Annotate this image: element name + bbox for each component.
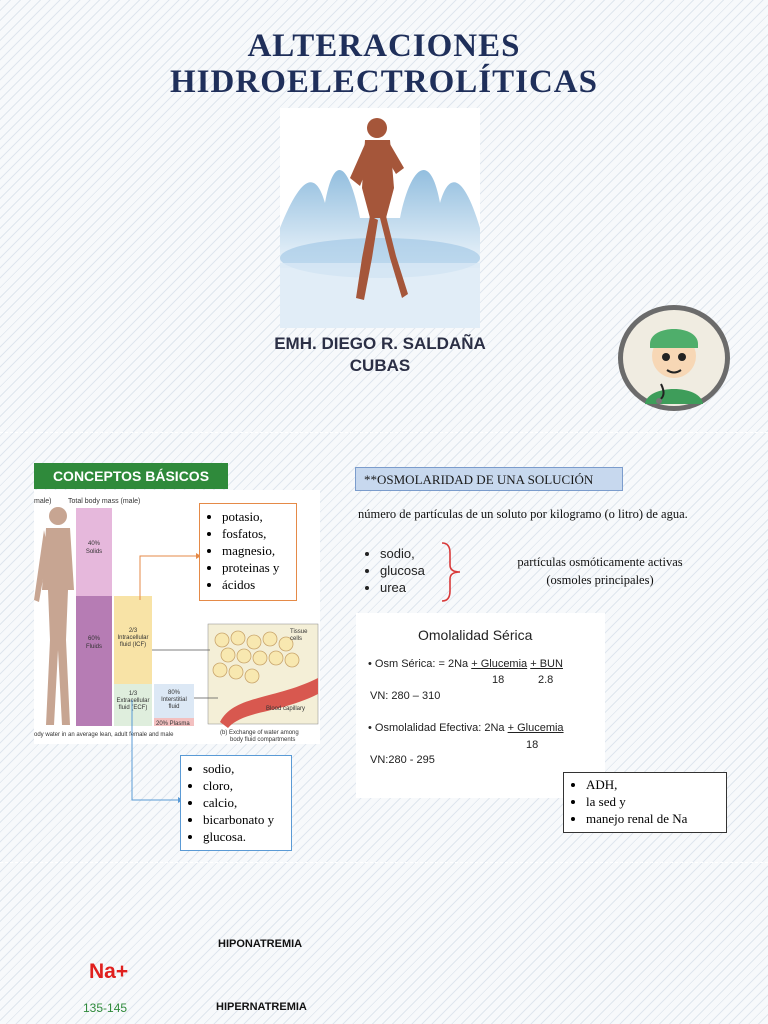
ecf-l1: Extracellular <box>116 698 150 704</box>
icf-l1: Intracellular <box>117 635 149 641</box>
f1-denominator-1: 18 <box>492 674 505 686</box>
sodium-symbol: Na+ <box>89 960 129 983</box>
f2-denominator: 18 <box>526 739 539 751</box>
regulation-list <box>563 772 727 833</box>
title-line-2: HIDROELECTROLÍTICAS <box>170 64 598 100</box>
f1-label: Osm Sérica: = 2Na <box>374 658 469 670</box>
title-line-1: ALTERACIONES <box>247 28 521 64</box>
tissue-l1: Tissue <box>290 629 308 635</box>
particle-item: • glucosa <box>380 562 425 579</box>
active-particles-text <box>485 553 715 589</box>
fluids-label: Fluids <box>85 644 103 650</box>
sodium-range: 135-145 <box>83 1001 128 1015</box>
particle-item: • urea <box>380 579 425 596</box>
formula-title: Omolalidad Sérica <box>418 627 533 643</box>
extracellular-item: • bicarbonato y <box>203 811 291 828</box>
osmolalidad-formula-box <box>356 613 605 798</box>
extracellular-item: • sodio, <box>203 760 291 777</box>
solids-label: Solids <box>85 549 103 555</box>
f1-denominator-2: 2.8 <box>538 674 554 686</box>
osmolaridad-definition: número de partículas de un soluto por kilogramo (o litro) de agua. <box>358 507 688 521</box>
particle-item: • sodio, <box>380 545 425 562</box>
intracellular-item: • magnesio, <box>222 542 296 559</box>
f1-bun: + BUN <box>530 658 563 670</box>
intracellular-item: • potasio, <box>222 508 296 525</box>
fluids-pct: 60% <box>87 636 101 642</box>
formula-1: • Osm Sérica: = 2Na + Glucemia + BUN <box>368 658 563 670</box>
regulation-item: • la sed y <box>586 793 726 810</box>
particles-list <box>360 545 425 596</box>
caption-right-1: (b) Exchange of water among <box>220 730 299 736</box>
interstitial-pct: 80% <box>167 690 181 696</box>
solids-pct: 40% <box>87 541 101 547</box>
icf-l2: fluid (ICF) <box>119 642 147 648</box>
f2-glucemia: + Glucemia <box>507 722 564 734</box>
vn-2: VN:280 - 295 <box>370 754 435 766</box>
caption-right-2: body fluid compartments <box>230 737 296 743</box>
fig-total-mass: Total body mass (male) <box>68 498 141 505</box>
author-line-1: EMH. DIEGO R. SALDAÑA <box>274 334 486 353</box>
regulation-item: • ADH, <box>586 776 726 793</box>
intracellular-item: • ácidos <box>222 576 296 593</box>
intracellular-item: • fosfatos, <box>222 525 296 542</box>
active-line-2: (osmoles principales) <box>546 573 654 587</box>
capillary-label: Blood capillary <box>266 706 306 712</box>
extracellular-item: • calcio, <box>203 794 291 811</box>
f2-label: Osmolalidad Efectiva: 2Na <box>374 722 505 734</box>
ecf-frac: 1/3 <box>128 691 138 697</box>
plasma-label: 20% Plasma <box>156 721 190 727</box>
brace-icon <box>438 541 468 603</box>
fig-male-label: male) <box>34 498 52 505</box>
conceptos-heading: CONCEPTOS BÁSICOS <box>34 463 228 489</box>
regulation-item: • manejo renal de Na <box>586 810 726 827</box>
icf-frac: 2/3 <box>128 628 138 634</box>
caption-left: ody water in an average lean, adult female and male <box>34 732 174 738</box>
intracellular-item: • proteinas y <box>222 559 296 576</box>
f1-glucemia: + Glucemia <box>471 658 528 670</box>
interstitial-l2: fluid <box>168 704 180 710</box>
osmolaridad-heading: **OSMOLARIDAD DE UNA SOLUCIÓN <box>355 467 623 491</box>
ecf-l2: fluid (ECF) <box>118 705 148 711</box>
tissue-l2: cells <box>290 636 303 642</box>
extracellular-item: • glucosa. <box>203 828 291 845</box>
intracellular-list <box>199 503 297 601</box>
formula-2: • Osmolalidad Efectiva: 2Na + Glucemia <box>368 722 564 734</box>
interstitial-l1: Interstitial <box>161 697 187 703</box>
author-line-2: CUBAS <box>349 356 411 375</box>
vn-1: VN: 280 – 310 <box>370 690 441 702</box>
hiponatremia-label: HIPONATREMIA <box>218 938 303 950</box>
hipernatremia-label: HIPERNATREMIA <box>216 1001 307 1013</box>
extracellular-list <box>180 755 292 851</box>
extracellular-item: • cloro, <box>203 777 291 794</box>
active-line-1: partículas osmóticamente activas <box>517 555 683 569</box>
